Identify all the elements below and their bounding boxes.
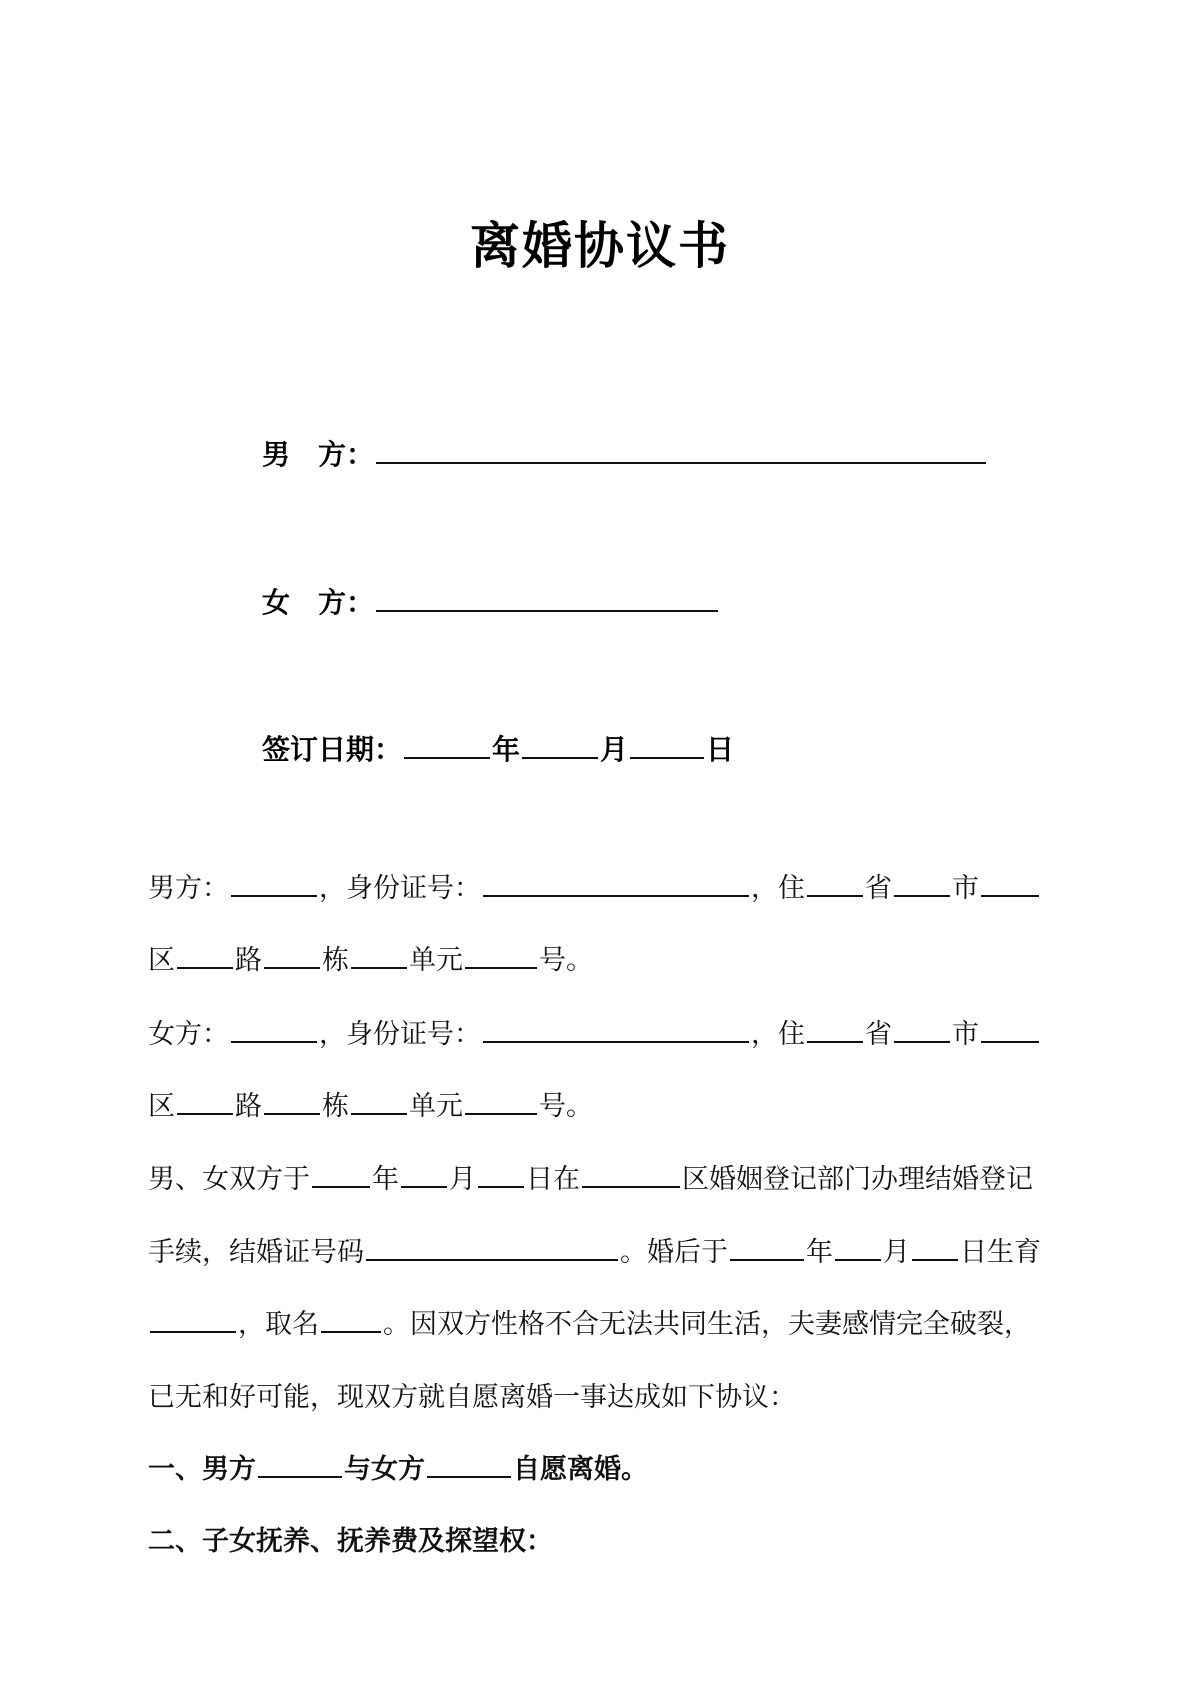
- husband-label: 男 方：: [262, 438, 375, 471]
- male-party-line-2: [148, 925, 1058, 997]
- female-id-blank[interactable]: [483, 1015, 749, 1043]
- male-road-unit: 路: [235, 945, 262, 976]
- clause-2-text: 二、子女抚养、抚养费及探望权：: [148, 1526, 553, 1557]
- wife-name-blank[interactable]: [376, 580, 718, 612]
- male-district-blank[interactable]: [981, 869, 1039, 897]
- female-unit-blank[interactable]: [351, 1087, 407, 1115]
- male-id-blank[interactable]: [483, 869, 749, 897]
- female-city-blank[interactable]: [894, 1015, 950, 1043]
- cover-wife-line: [262, 580, 720, 621]
- birth-day-blank[interactable]: [912, 1233, 958, 1261]
- marriage-year-unit: 年: [372, 1164, 399, 1195]
- date-month-blank[interactable]: [522, 727, 598, 759]
- document-title: 离婚协议书: [470, 217, 730, 275]
- clause-2-heading: [148, 1506, 1058, 1578]
- cover-date-line: [262, 727, 734, 768]
- marriage-after: 。婚后于: [620, 1237, 728, 1268]
- date-label: 签订日期：: [262, 733, 403, 766]
- male-district-unit: 区: [148, 945, 175, 976]
- male-label: 男方：: [148, 873, 229, 904]
- male-city-unit: 市: [952, 873, 979, 904]
- marriage-month-unit: 月: [449, 1164, 476, 1195]
- male-number-blank[interactable]: [465, 941, 537, 969]
- clause-1: [148, 1434, 1058, 1506]
- marriage-certificate-label: 手续，结婚证号码: [148, 1237, 364, 1268]
- marriage-intro: 男、女双方于: [148, 1164, 310, 1195]
- female-city-unit: 市: [952, 1019, 979, 1050]
- female-name-blank[interactable]: [231, 1015, 317, 1043]
- male-building-blank[interactable]: [264, 941, 320, 969]
- clause-1-c: 自愿离婚。: [513, 1454, 648, 1485]
- male-name-blank[interactable]: [231, 869, 317, 897]
- female-live-label: ，住: [751, 1019, 805, 1050]
- agreement-intro: 已无和好可能，现双方就自愿离婚一事达成如下协议：: [148, 1382, 796, 1413]
- clause-1-b: 与女方: [344, 1454, 425, 1485]
- birth-year-blank[interactable]: [730, 1233, 804, 1261]
- date-day-unit: 日: [706, 733, 735, 766]
- birth-month-blank[interactable]: [835, 1233, 881, 1261]
- female-number-blank[interactable]: [465, 1087, 537, 1115]
- marriage-month-blank[interactable]: [401, 1160, 447, 1188]
- female-building-unit: 栋: [322, 1091, 349, 1122]
- female-district-unit: 区: [148, 1091, 175, 1122]
- male-number-unit: 号。: [539, 945, 593, 976]
- child-name-blank[interactable]: [321, 1305, 381, 1333]
- cover-husband-line: [262, 432, 988, 473]
- female-number-unit: 号。: [539, 1091, 593, 1122]
- clause-1-male-blank[interactable]: [258, 1450, 342, 1478]
- male-party-line-1: [148, 853, 1058, 925]
- marriage-day-blank[interactable]: [478, 1160, 524, 1188]
- female-province-unit: 省: [865, 1019, 892, 1050]
- male-id-label: ，身份证号：: [319, 873, 481, 904]
- male-city-blank[interactable]: [894, 869, 950, 897]
- divorce-reason: 。因双方性格不合无法共同生活，夫妻感情完全破裂，: [383, 1309, 1031, 1340]
- marriage-line-2: [148, 1217, 1058, 1289]
- child-gender-blank[interactable]: [150, 1305, 236, 1333]
- marriage-registry: 区婚姻登记部门办理结婚登记: [682, 1164, 1033, 1195]
- date-day-blank[interactable]: [630, 727, 704, 759]
- marriage-line-4: [148, 1362, 1058, 1434]
- clause-1-a: 一、男方: [148, 1454, 256, 1485]
- child-name-label: ，取名: [238, 1309, 319, 1340]
- marriage-line-1: [148, 1144, 1058, 1216]
- clause-1-female-blank[interactable]: [427, 1450, 511, 1478]
- female-id-label: ，身份证号：: [319, 1019, 481, 1050]
- marriage-certificate-blank[interactable]: [366, 1233, 618, 1261]
- marriage-year-blank[interactable]: [312, 1160, 370, 1188]
- female-party-line-1: [148, 999, 1058, 1071]
- female-road-blank[interactable]: [177, 1087, 233, 1115]
- marriage-line-3: [148, 1289, 1058, 1361]
- male-building-unit: 栋: [322, 945, 349, 976]
- marriage-district-blank[interactable]: [582, 1160, 680, 1188]
- female-label: 女方：: [148, 1019, 229, 1050]
- marriage-day-at: 日在: [526, 1164, 580, 1195]
- date-year-unit: 年: [492, 733, 521, 766]
- birth-label: 日生育: [960, 1237, 1041, 1268]
- male-unit-blank[interactable]: [351, 941, 407, 969]
- female-province-blank[interactable]: [807, 1015, 863, 1043]
- wife-label: 女 方：: [262, 586, 375, 619]
- male-unit-unit: 单元: [409, 945, 463, 976]
- female-building-blank[interactable]: [264, 1087, 320, 1115]
- birth-year-unit: 年: [806, 1237, 833, 1268]
- female-road-unit: 路: [235, 1091, 262, 1122]
- female-party-line-2: [148, 1071, 1058, 1143]
- husband-name-blank[interactable]: [376, 432, 986, 464]
- date-month-unit: 月: [600, 733, 629, 766]
- male-road-blank[interactable]: [177, 941, 233, 969]
- birth-month-unit: 月: [883, 1237, 910, 1268]
- female-unit-unit: 单元: [409, 1091, 463, 1122]
- male-province-unit: 省: [865, 873, 892, 904]
- male-live-label: ，住: [751, 873, 805, 904]
- date-year-blank[interactable]: [404, 727, 490, 759]
- female-district-blank[interactable]: [981, 1015, 1039, 1043]
- male-province-blank[interactable]: [807, 869, 863, 897]
